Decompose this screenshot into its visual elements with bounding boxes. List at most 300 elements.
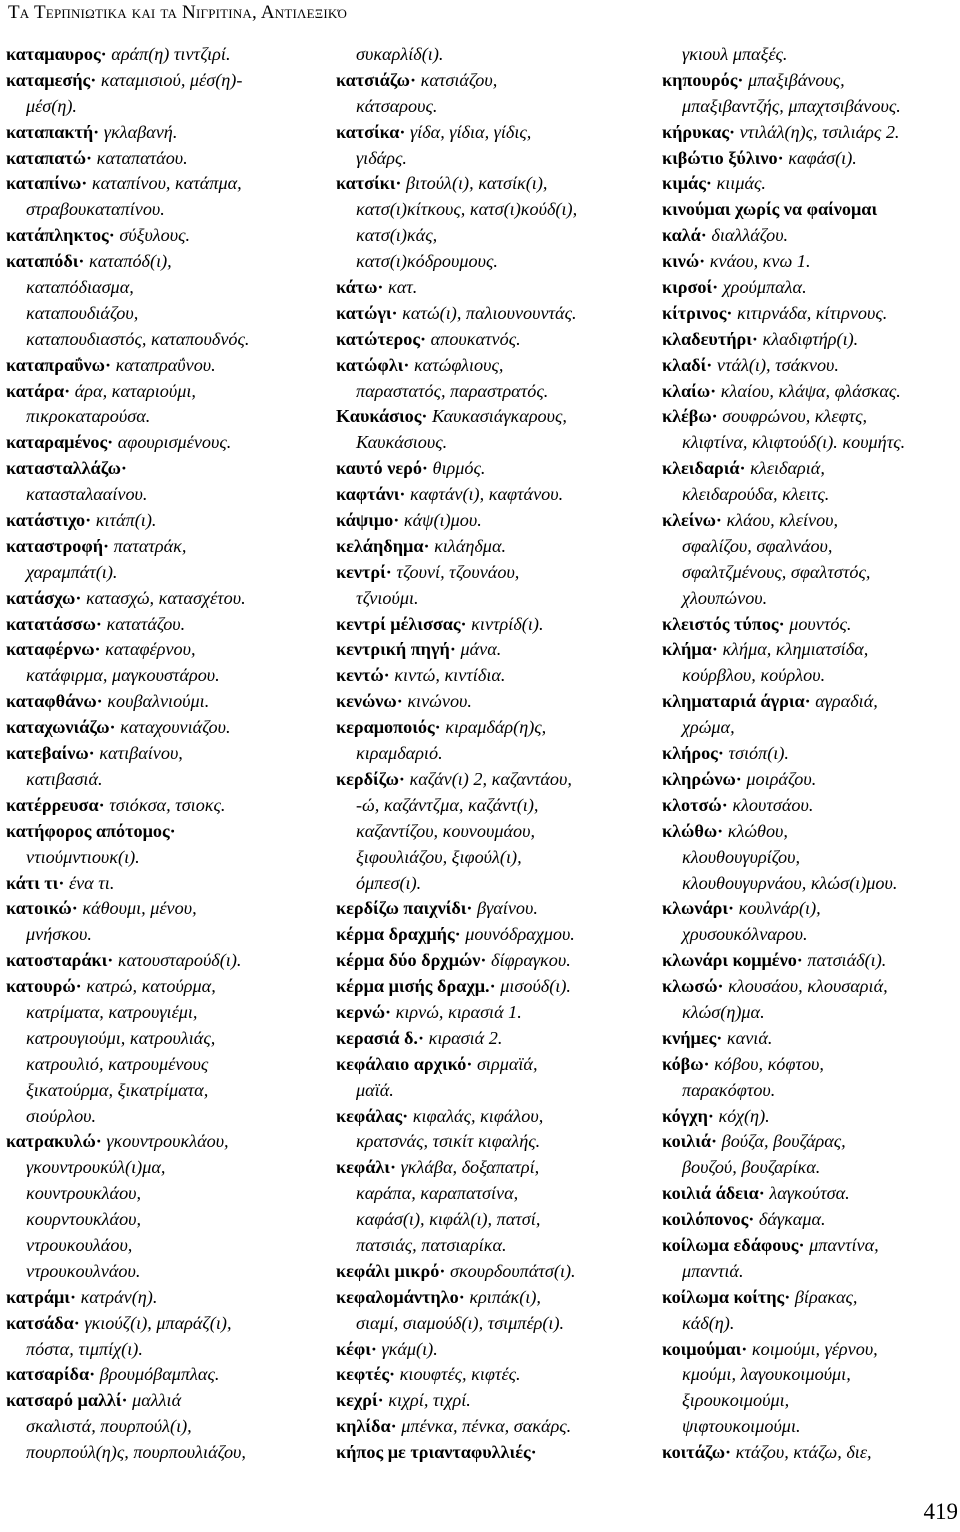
entry-translation: ξικατούρμα, ξικατρίματα,: [26, 1079, 209, 1100]
entry-translation: βγαίνου.: [477, 898, 538, 919]
entry-translation: κιραμδαριό.: [356, 743, 443, 764]
entry-translation: μαϊά.: [356, 1079, 394, 1100]
dictionary-entry: [6, 353, 318, 379]
entry-translation: πατσιάδ(ι).: [807, 950, 887, 971]
entry-translation: κιτάπ(ι).: [95, 510, 157, 531]
entry-continuation: [336, 1181, 648, 1207]
entry-translation: κατσ(ι)κάς,: [356, 225, 438, 246]
entry-headword: κενώνω·: [336, 691, 403, 712]
entry-translation: καράπα, καραπατσίνα,: [356, 1183, 519, 1204]
dictionary-entry: [336, 1104, 648, 1130]
entry-continuation: [336, 871, 648, 897]
dictionary-entry: [336, 482, 648, 508]
running-header: Τα Τερπνιωτικα και τα Νιγριτινα, Αντιλεξικό: [8, 2, 348, 23]
entry-translation: κιχρί, τιχρί.: [388, 1390, 471, 1411]
entry-translation: δίφραγκου.: [491, 950, 571, 971]
entry-headword: κέρμα δραχμής·: [336, 924, 461, 945]
dictionary-entry: [662, 327, 958, 353]
entry-translation: καταπίνου, κατάπμα,: [91, 173, 242, 194]
entry-headword: κατσίκα·: [336, 121, 406, 142]
entry-continuation: [336, 1129, 648, 1155]
entry-translation: καφτάν(ι), καφτάνου.: [409, 484, 564, 505]
entry-translation: πατσιάς, πατσιαρίκα.: [356, 1234, 507, 1255]
entry-translation: κιρνώ, κιρασιά 1.: [395, 1001, 522, 1022]
entry-translation: μαλλιά: [132, 1390, 182, 1411]
entry-translation: διαλλάζου.: [711, 225, 789, 246]
dictionary-entry: [6, 819, 318, 845]
entry-translation: κλώσ(η)μα.: [682, 1001, 765, 1022]
entry-translation: σουφρώνου, κλεφτς,: [722, 406, 868, 427]
entry-headword: καταμαυρος·: [6, 44, 107, 64]
dictionary-entry: [336, 1000, 648, 1026]
entry-translation: παρακόφτου.: [682, 1079, 776, 1100]
entry-translation: μπένκα, πένκα, σακάρς.: [401, 1416, 572, 1437]
dictionary-entry: [662, 249, 958, 275]
entry-translation: μπαξιβαντζής, μπαχτσιβάνους.: [682, 95, 901, 116]
entry-headword: κινώ·: [662, 251, 706, 272]
entry-translation: κρατσνάς, τσικίτ κιφαλής.: [356, 1131, 541, 1152]
entry-headword: κατήφορος απότομος·: [6, 820, 176, 841]
entry-headword: κατοικώ·: [6, 898, 78, 919]
entry-continuation: [662, 922, 958, 948]
entry-translation: τζνιούμι.: [356, 587, 419, 608]
dictionary-entry: [662, 974, 958, 1000]
entry-translation: λαγκούτσα.: [769, 1183, 850, 1204]
entry-headword: κόβω·: [662, 1053, 710, 1074]
entry-headword: κερδίζω·: [336, 768, 405, 789]
dictionary-entry: [662, 1026, 958, 1052]
entry-translation: κάψ(ι)μου.: [403, 510, 482, 531]
entry-headword: κλαίω·: [662, 380, 717, 401]
entry-continuation: [6, 1440, 318, 1466]
entry-headword: καταχωνιάζω·: [6, 717, 116, 738]
entry-translation: Καυκάσιους.: [356, 432, 448, 453]
dictionary-entry: [336, 974, 648, 1000]
entry-translation: καζάν(ι) 2, καζαντάου,: [409, 768, 572, 789]
entry-headword: κεφάλαιο αρχικό·: [336, 1053, 473, 1074]
entry-headword: κατάπληκτος·: [6, 225, 115, 246]
entry-continuation: [662, 1000, 958, 1026]
entry-translation: κλειδαριά,: [750, 458, 825, 479]
dictionary-entry: [6, 249, 318, 275]
entry-translation: αράπ(η) τιντζιρί.: [111, 44, 231, 64]
entry-headword: κληρώνω·: [662, 768, 742, 789]
entry-continuation: [336, 430, 648, 456]
entry-translation: κατασταλααίνου.: [26, 484, 148, 505]
dictionary-entry: [6, 508, 318, 534]
entry-continuation: [336, 379, 648, 405]
entry-headword: κερασιά δ.·: [336, 1027, 425, 1048]
entry-continuation: [662, 1362, 958, 1388]
entry-translation: κιντρίδ(ι).: [471, 613, 544, 634]
entry-translation: κανιά.: [726, 1027, 773, 1048]
entry-headword: καυτό νερό·: [336, 458, 428, 479]
entry-translation: απουκατνός.: [430, 328, 521, 349]
entry-translation: σφαλίζου, σφαλνάου,: [682, 535, 833, 556]
entry-headword: κεφάλι μικρό·: [336, 1260, 446, 1281]
entry-continuation: [662, 715, 958, 741]
dictionary-entry: [662, 637, 958, 663]
dictionary-entry: [662, 819, 958, 845]
entry-translation: κτάζου, κτάζω, διε,: [735, 1442, 872, 1463]
entry-translation: κνάου, κνω 1.: [709, 251, 811, 272]
column-3: [662, 42, 958, 1466]
entry-translation: κατιβαίνου,: [99, 743, 183, 764]
entry-translation: κατατάζου.: [106, 613, 186, 634]
entry-translation: σύξυλους.: [119, 225, 191, 246]
entry-headword: κιρσοί·: [662, 277, 719, 298]
entry-headword: κατοσταράκι·: [6, 950, 114, 971]
entry-translation: κατσιάζου,: [420, 69, 498, 90]
entry-translation: μοιράζου.: [746, 768, 817, 789]
entry-headword: κινούμαι χωρίς να φαίνομαι: [662, 199, 878, 220]
dictionary-entry: [6, 793, 318, 819]
entry-translation: τσιόπ(ι).: [728, 743, 789, 764]
dictionary-entry: [6, 974, 318, 1000]
dictionary-entry: [662, 1337, 958, 1363]
dictionary-entry: [662, 379, 958, 405]
entry-translation: γίδα, γίδια, γίδις,: [409, 121, 532, 142]
entry-headword: κοιλιά·: [662, 1131, 718, 1152]
entry-headword: κατώφλι·: [336, 354, 410, 375]
entry-translation: ντάλ(ι), τσάκνου.: [716, 354, 839, 375]
entry-headword: κήπος με τριανταφυλλιές·: [336, 1442, 537, 1463]
entry-continuation: [6, 1052, 318, 1078]
entry-translation: ντιλάλ(η)ς, τσιλιάρς 2.: [739, 121, 900, 142]
dictionary-entry: [6, 689, 318, 715]
entry-continuation: [662, 430, 958, 456]
dictionary-entry: [336, 1285, 648, 1311]
entry-translation: ένα τι.: [68, 872, 115, 893]
entry-continuation: [336, 586, 648, 612]
entry-translation: καταπουδιάζου,: [26, 302, 139, 323]
entry-translation: καταπραΰνου.: [115, 354, 216, 375]
entry-translation: κλουθουγυρνάου, κλώσ(ι)μου.: [682, 872, 898, 893]
entry-continuation: [336, 845, 648, 871]
entry-continuation: [336, 1233, 648, 1259]
entry-continuation: [6, 1155, 318, 1181]
entry-continuation: [6, 275, 318, 301]
dictionary-entry: [336, 120, 648, 146]
dictionary-entry: [662, 948, 958, 974]
entry-translation: χρούμπαλα.: [722, 277, 807, 298]
dictionary-entry: [336, 1362, 648, 1388]
entry-translation: κλειδαρούδα, κλειτς.: [682, 484, 830, 505]
entry-translation: κατρουλιό, κατρουμένους: [26, 1053, 209, 1074]
entry-continuation: [6, 94, 318, 120]
entry-translation: βίρακας,: [794, 1286, 858, 1307]
entry-continuation: [336, 94, 648, 120]
entry-translation: κατράν(η).: [80, 1286, 158, 1307]
entry-continuation: [336, 146, 648, 172]
dictionary-entry: [6, 120, 318, 146]
entry-headword: κεντώ·: [336, 665, 390, 686]
entry-translation: γιδάρς.: [356, 147, 407, 168]
entry-translation: πικροκαταρούσα.: [26, 406, 151, 427]
entry-translation: κιφαλάς, κιφάλου,: [412, 1105, 544, 1126]
entry-headword: κατσαρίδα·: [6, 1364, 96, 1385]
entry-headword: κατεβαίνω·: [6, 743, 95, 764]
entry-headword: κεντρική πηγή·: [336, 639, 456, 660]
entry-headword: καλά·: [662, 225, 707, 246]
entry-translation: καταπόδ(ι),: [89, 251, 172, 272]
entry-translation: κουρντουκλάου,: [26, 1209, 142, 1230]
entry-headword: κηλίδα·: [336, 1416, 397, 1437]
entry-headword: κλήρος·: [662, 743, 724, 764]
entry-translation: σιούρλου.: [26, 1105, 97, 1126]
dictionary-entry: [662, 456, 958, 482]
entry-headword: κελάηδημα·: [336, 535, 430, 556]
entry-headword: κλώθω·: [662, 820, 724, 841]
entry-headword: κατάρα·: [6, 380, 71, 401]
entry-continuation: [662, 1388, 958, 1414]
entry-continuation: [336, 223, 648, 249]
entry-translation: καζαντίζου, κουνουμάου,: [356, 820, 535, 841]
entry-headword: καταφέρνω·: [6, 639, 101, 660]
entry-headword: κόγχη·: [662, 1105, 714, 1126]
entry-translation: κατιβασιά.: [26, 768, 103, 789]
entry-translation: καφάσ(ι), κιφάλ(ι), πατσί,: [356, 1209, 541, 1230]
entry-headword: κλείνω·: [662, 510, 722, 531]
dictionary-entry: [662, 508, 958, 534]
entry-headword: κίτρινος·: [662, 302, 733, 323]
column-2: [336, 42, 648, 1466]
dictionary-entry: [662, 404, 958, 430]
entry-continuation: [336, 819, 648, 845]
entry-headword: κλειστός τύπος·: [662, 613, 785, 634]
dictionary-entry: [336, 612, 648, 638]
dictionary-entry: [336, 1337, 648, 1363]
entry-headword: κληματαριά άγρια·: [662, 691, 811, 712]
entry-translation: δάγκαμα.: [758, 1209, 826, 1230]
entry-translation: χαραμπάτ(ι).: [26, 561, 118, 582]
entry-headword: καφτάνι·: [336, 484, 406, 505]
entry-continuation: [336, 1207, 648, 1233]
entry-translation: κινώνου.: [407, 691, 472, 712]
entry-translation: καταπουδιαστός, καταπουδνός.: [26, 328, 250, 349]
entry-headword: κεραμοποιός·: [336, 717, 441, 738]
dictionary-entry: [6, 948, 318, 974]
dictionary-entry: [662, 1104, 958, 1130]
entry-continuation: [6, 1207, 318, 1233]
dictionary-entry: [6, 896, 318, 922]
entry-headword: κιμάς·: [662, 173, 712, 194]
entry-headword: καταστροφή·: [6, 535, 110, 556]
column-1: [6, 42, 318, 1466]
entry-translation: κουλνάρ(ι),: [738, 898, 821, 919]
entry-translation: κουβαλνιούμι.: [107, 691, 210, 712]
entry-continuation: [6, 327, 318, 353]
entry-translation: κατώ(ι), παλιουνουντάς.: [402, 302, 577, 323]
entry-headword: κατάστιχο·: [6, 510, 92, 531]
entry-translation: γκλαβανή.: [103, 121, 178, 142]
entry-headword: κάψιμο·: [336, 510, 400, 531]
entry-translation: κλουθουγυρίζου,: [682, 846, 801, 867]
entry-translation: μπαξιβάνους,: [748, 69, 845, 90]
entry-headword: κλωνάρι·: [662, 898, 735, 919]
entry-continuation: [6, 1026, 318, 1052]
entry-translation: κούρβλου, κούρλου.: [682, 665, 826, 686]
entry-continuation: [662, 1259, 958, 1285]
entry-headword: κατώγι·: [336, 302, 398, 323]
entry-headword: κατάσχω·: [6, 587, 82, 608]
entry-headword: κλωνάρι κομμένο·: [662, 950, 803, 971]
entry-translation: κατρίματα, κατρουγιέμι,: [26, 1001, 198, 1022]
entry-translation: κλουτσάου.: [732, 794, 814, 815]
entry-translation: κατασχώ, κατασχέτου.: [85, 587, 246, 608]
dictionary-entry: [336, 68, 648, 94]
dictionary-entry: [336, 948, 648, 974]
entry-translation: κάθουμι, μένου,: [82, 898, 197, 919]
entry-translation: ντρουκουλνάου.: [26, 1260, 141, 1281]
dictionary-entry: [662, 1181, 958, 1207]
entry-headword: κερδίζω παιχνίδι·: [336, 898, 473, 919]
entry-translation: καταπόδιασμα,: [26, 277, 134, 298]
entry-translation: κιιμάς.: [716, 173, 766, 194]
entry-headword: κοιλόπονος·: [662, 1209, 755, 1230]
dictionary-entry: [6, 68, 318, 94]
entry-translation: χλουπώνου.: [682, 587, 768, 608]
dictionary-entry: [336, 767, 648, 793]
entry-headword: κεφτές·: [336, 1364, 396, 1385]
entry-translation: κόχ(η).: [718, 1105, 770, 1126]
dictionary-entry: [6, 1362, 318, 1388]
dictionary-entry: [662, 120, 958, 146]
dictionary-entry: [662, 275, 958, 301]
entry-translation: -ώ, καζάντζμα, καζάντ(ι),: [356, 794, 539, 815]
entry-translation: μνήσκου.: [26, 924, 92, 945]
entry-translation: μάνα.: [460, 639, 502, 660]
entry-translation: κουντρουκλάου,: [26, 1183, 142, 1204]
dictionary-entry: [662, 146, 958, 172]
entry-headword: κατουρώ·: [6, 976, 82, 997]
entry-headword: κεφαλομάντηλο·: [336, 1286, 465, 1307]
entry-continuation: [6, 1078, 318, 1104]
dictionary-entry: [336, 534, 648, 560]
entry-headword: καταπόδι·: [6, 251, 85, 272]
entry-translation: τσιόκσα, τσιοκς.: [109, 794, 226, 815]
entry-headword: κλήμα·: [662, 639, 718, 660]
entry-translation: παραστατός, παραστρατός.: [356, 380, 549, 401]
entry-translation: κατσ(ι)κόδρουμους.: [356, 251, 498, 272]
entry-continuation: [662, 871, 958, 897]
dictionary-entry: [6, 715, 318, 741]
entry-translation: βρουμόβαμπλας.: [99, 1364, 220, 1385]
entry-headword: κέρμα δύο δρχμών·: [336, 950, 487, 971]
entry-headword: κλειδαριά·: [662, 458, 746, 479]
entry-continuation: [336, 1078, 648, 1104]
entry-headword: κέρμα μισής δραχμ.·: [336, 976, 496, 997]
entry-continuation: [336, 249, 648, 275]
entry-translation: κάτσαρους.: [356, 95, 438, 116]
entry-translation: βούζα, βουζάρας,: [721, 1131, 846, 1152]
dictionary-entry: [6, 1285, 318, 1311]
dictionary-entry: [662, 1207, 958, 1233]
entry-translation: σιρμαϊά,: [476, 1053, 538, 1074]
entry-continuation: [6, 301, 318, 327]
entry-translation: μπαντιά.: [682, 1260, 744, 1281]
entry-translation: κατώφλιους,: [413, 354, 504, 375]
entry-headword: κάτω·: [336, 277, 384, 298]
entry-translation: κάδ(η).: [682, 1312, 735, 1333]
entry-translation: κιραμδάρ(η)ς,: [445, 717, 547, 738]
dictionary-entry: [336, 560, 648, 586]
entry-continuation: [6, 1259, 318, 1285]
dictionary-entry: [662, 793, 958, 819]
entry-translation: κλουσάου, κλουσαριά,: [728, 976, 888, 997]
entry-translation: ντιούμντιουκ(ι).: [26, 846, 140, 867]
entry-headword: κλοτσώ·: [662, 794, 728, 815]
entry-translation: χρώμα,: [682, 717, 735, 738]
entry-translation: βιτούλ(ι), κατσίκ(ι),: [406, 173, 548, 194]
entry-translation: γκάμ(ι).: [381, 1338, 438, 1359]
entry-translation: καταχουνιάζου.: [120, 717, 231, 738]
entry-translation: σκαλιστά, πουρπούλ(ι),: [26, 1416, 192, 1437]
entry-translation: αγραδιά,: [815, 691, 878, 712]
entry-continuation: [662, 94, 958, 120]
entry-continuation: [6, 1181, 318, 1207]
dictionary-entry: [662, 171, 958, 197]
entry-translation: συκαρλίδ(ι).: [356, 44, 444, 64]
entry-headword: κατέρρευσα·: [6, 794, 105, 815]
dictionary-entry: [336, 508, 648, 534]
dictionary-entry: [662, 1052, 958, 1078]
dictionary-entry: [336, 301, 648, 327]
dictionary-entry: [662, 1440, 958, 1466]
dictionary-entry: [662, 68, 958, 94]
entry-continuation: [336, 793, 648, 819]
entry-headword: κοίλωμα εδάφους·: [662, 1234, 805, 1255]
entry-continuation: [336, 197, 648, 223]
entry-translation: κατρουγιούμι, κατρουλιάς,: [26, 1027, 216, 1048]
entry-translation: κόβου, κόφτου,: [714, 1053, 824, 1074]
entry-translation: μισούδ(ι).: [500, 976, 571, 997]
entry-translation: κιτιρνάδα, κίτιρνους.: [737, 302, 888, 323]
entry-continuation: [662, 845, 958, 871]
entry-translation: μουντός.: [789, 613, 852, 634]
entry-continuation: [6, 560, 318, 586]
entry-translation: πατατράκ,: [113, 535, 187, 556]
dictionary-entry: [336, 1440, 648, 1466]
entry-translation: κλώθου,: [727, 820, 788, 841]
entry-translation: σκουρδουπάτσ(ι).: [449, 1260, 576, 1281]
entry-translation: κλιφτίνα, κλιφτούδ(ι). κουμήτς.: [682, 432, 906, 453]
entry-continuation: [6, 1000, 318, 1026]
entry-headword: Καυκάσιος·: [336, 406, 428, 427]
entry-continuation: [662, 663, 958, 689]
dictionary-entry: [6, 1311, 318, 1337]
dictionary-entry: [662, 1129, 958, 1155]
entry-headword: καταφθάνω·: [6, 691, 103, 712]
dictionary-entry: [336, 637, 648, 663]
entry-headword: καταμεσής·: [6, 69, 97, 90]
dictionary-entry: [6, 1388, 318, 1414]
entry-continuation: [662, 1078, 958, 1104]
entry-headword: κεφάλας·: [336, 1105, 409, 1126]
entry-translation: γκιουλ μπαξές.: [682, 44, 788, 64]
entry-translation: καφάσ(ι).: [788, 147, 857, 168]
entry-translation: γκλάβα, δοξαπατρί,: [400, 1157, 540, 1178]
entry-translation: Καυκασιάγκαρους,: [432, 406, 567, 427]
dictionary-entry: [662, 767, 958, 793]
entry-translation: κατουσταρούδ(ι).: [117, 950, 242, 971]
dictionary-entry: [336, 353, 648, 379]
entry-headword: κατσαρό μαλλί·: [6, 1390, 128, 1411]
entry-translation: θιρμός.: [432, 458, 486, 479]
entry-headword: κλαδευτήρι·: [662, 328, 758, 349]
entry-translation: κιουφτές, κιφτές.: [399, 1364, 521, 1385]
dictionary-entry: [336, 327, 648, 353]
